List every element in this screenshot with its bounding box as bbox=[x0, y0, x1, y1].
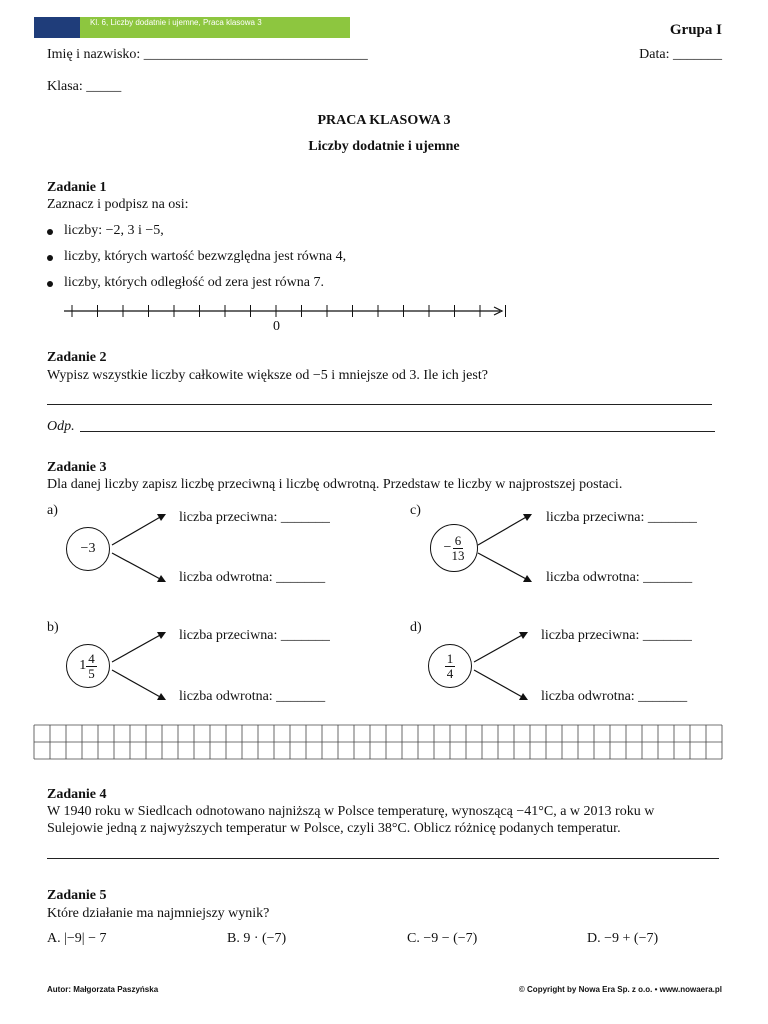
opposite-field[interactable]: liczba przeciwna: _______ bbox=[541, 628, 692, 643]
answer-label: Odp. bbox=[47, 419, 75, 434]
inverse-field[interactable]: liczba odwrotna: _______ bbox=[179, 689, 326, 704]
task2-heading: Zadanie 2 bbox=[47, 350, 107, 365]
task3-heading: Zadanie 3 bbox=[47, 460, 107, 475]
task3-text: Dla danej liczby zapisz liczbę przeciwną i liczbę odwrotną. Przedstaw te liczby w najprostszej postaci. bbox=[47, 477, 623, 492]
task1-heading: Zadanie 1 bbox=[47, 180, 107, 195]
number-circle: −3 bbox=[66, 527, 110, 571]
task1-instruction: Zaznacz i podpisz na osi: bbox=[47, 197, 189, 212]
option-a[interactable]: A. |−9| − 7 bbox=[47, 931, 107, 946]
inverse-field[interactable]: liczba odwrotna: _______ bbox=[541, 689, 688, 704]
name-field[interactable]: Imię i nazwisko: ________________________________ bbox=[47, 47, 368, 62]
option-b[interactable]: B. 9 · (−7) bbox=[227, 931, 287, 946]
header-banner: Kl. 6, Liczby dodatnie i ujemne, Praca klasowa 3 bbox=[80, 17, 350, 38]
group-label: Grupa I bbox=[669, 22, 722, 38]
opposite-field[interactable]: liczba przeciwna: _______ bbox=[179, 628, 330, 643]
item-letter: c) bbox=[410, 503, 421, 518]
number-circle: − $\frac{6}{13}$ bbox=[430, 524, 478, 572]
task2-text: Wypisz wszystkie liczby całkowite większe od −5 i mniejsze od 3. Ile ich jest? bbox=[47, 368, 488, 383]
task4-text-line2: Sulejowie jedną z najwyższych temperatur w Polsce, czyli 38°C. Oblicz różnicę podanych temperatur. bbox=[47, 821, 621, 836]
page-title: PRACA KLASOWA 3 bbox=[317, 113, 451, 128]
opposite-field[interactable]: liczba przeciwna: _______ bbox=[546, 510, 697, 525]
task4-text-line1: W 1940 roku w Siedlcach odnotowano najniższą w Polsce temperaturę, wynoszącą −41°C, a w 2013 roku w bbox=[47, 804, 655, 819]
footer-copyright: © Copyright by Nowa Era Sp. z o.o. • www.nowaera.pl bbox=[518, 985, 722, 994]
date-field[interactable]: Data: _______ bbox=[639, 47, 722, 62]
opposite-field[interactable]: liczba przeciwna: _______ bbox=[179, 510, 330, 525]
inverse-field[interactable]: liczba odwrotna: _______ bbox=[179, 570, 326, 585]
task4-heading: Zadanie 4 bbox=[47, 787, 107, 802]
task5-question: Które działanie ma najmniejszy wynik? bbox=[47, 906, 270, 921]
footer-author: Autor: Małgorzata Paszyńska bbox=[47, 985, 159, 994]
item-letter: a) bbox=[47, 503, 58, 518]
task1-bullet-3: liczby, których odległość od zera jest równa 7. bbox=[64, 275, 324, 290]
page-subtitle: Liczby dodatnie i ujemne bbox=[308, 139, 460, 154]
item-letter: b) bbox=[47, 620, 59, 635]
axis-zero-label: 0 bbox=[273, 319, 280, 334]
task1-bullet-1: liczby: −2, 3 i −5, bbox=[64, 223, 164, 238]
task5-heading: Zadanie 5 bbox=[47, 888, 107, 903]
inverse-field[interactable]: liczba odwrotna: _______ bbox=[546, 570, 693, 585]
task1-bullet-2: liczby, których wartość bezwzględna jest równa 4, bbox=[64, 249, 347, 264]
option-d[interactable]: D. −9 + (−7) bbox=[587, 931, 659, 946]
answer-line[interactable] bbox=[47, 858, 719, 859]
number-circle: 1 $\frac{4}{5}$ bbox=[66, 644, 110, 688]
number-circle: $\frac{1}{4}$ bbox=[428, 644, 472, 688]
item-letter: d) bbox=[410, 620, 422, 635]
option-c[interactable]: C. −9 − (−7) bbox=[407, 931, 478, 946]
calculation-grid[interactable] bbox=[34, 725, 722, 759]
class-field[interactable]: Klasa: _____ bbox=[47, 79, 122, 94]
